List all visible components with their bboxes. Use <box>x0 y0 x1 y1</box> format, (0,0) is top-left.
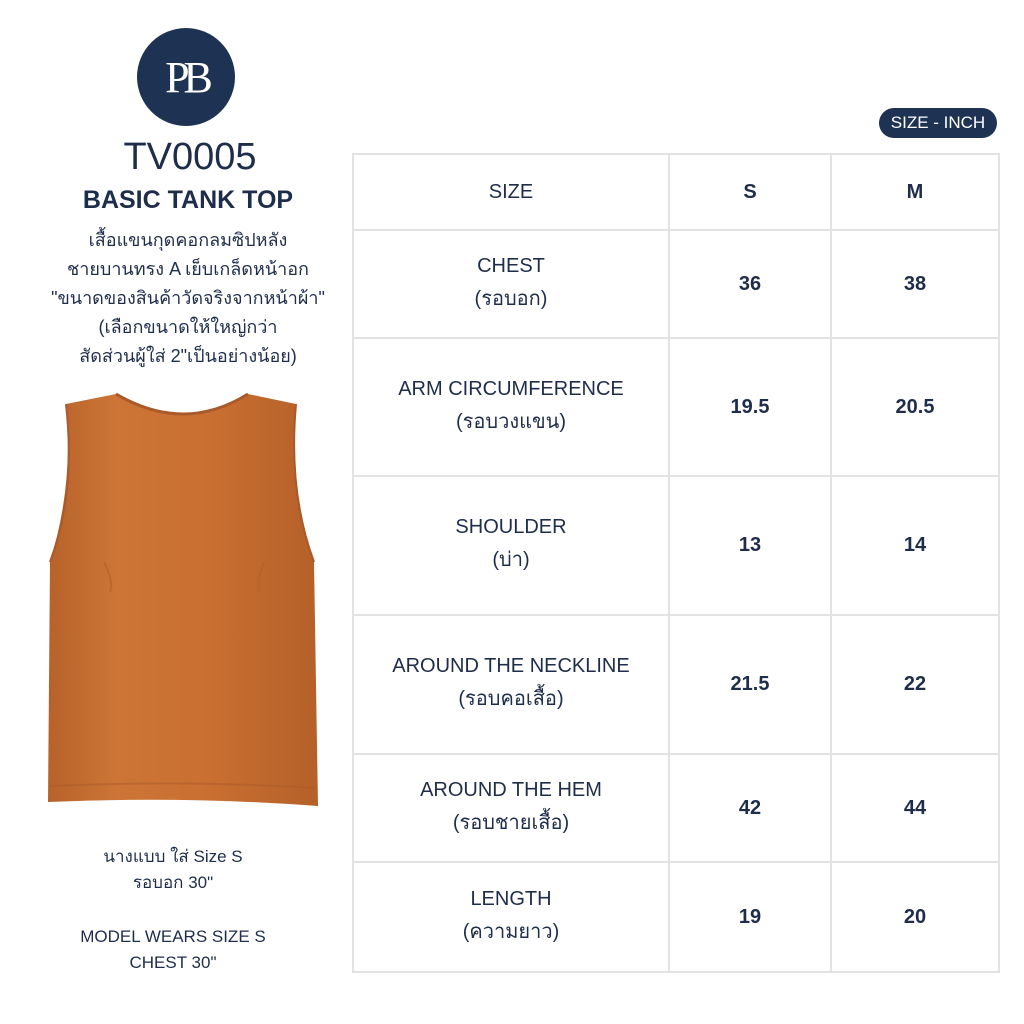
row-label-th: (รอบอก) <box>474 287 548 310</box>
table-header-row <box>353 154 999 230</box>
row-label <box>353 862 669 972</box>
product-description <box>0 226 376 371</box>
product-code: TV0005 <box>123 136 257 178</box>
table-row <box>353 338 999 476</box>
tank-top-body <box>48 394 318 806</box>
value-m: 14 <box>831 476 999 615</box>
value-s: 42 <box>669 754 831 862</box>
row-label-en: ARM CIRCUMFERENCE <box>398 377 624 400</box>
table-row <box>353 615 999 754</box>
row-label-th: (ความยาว) <box>462 920 560 943</box>
value-s: 19.5 <box>669 338 831 476</box>
header-s: S <box>669 154 831 230</box>
description-line: "ขนาดของสินค้าวัดจริงจากหน้าผ้า" <box>51 288 325 308</box>
row-label-th: (รอบคอเสื้อ) <box>458 688 564 710</box>
row-label-th: (บ่า) <box>492 549 530 571</box>
value-s: 36 <box>669 230 831 338</box>
row-label <box>353 476 669 615</box>
row-label <box>353 338 669 476</box>
row-label-en: AROUND THE NECKLINE <box>392 655 630 677</box>
model-note-en-1: MODEL WEARS SIZE S <box>80 927 266 946</box>
logo-text: PB <box>165 52 207 102</box>
value-m: 22 <box>831 615 999 754</box>
value-m: 44 <box>831 754 999 862</box>
value-m: 20 <box>831 862 999 972</box>
value-s: 13 <box>669 476 831 615</box>
description-line: สัดส่วนผู้ใส่ 2"เป็นอย่างน้อย) <box>79 346 297 366</box>
row-label-en: LENGTH <box>470 887 552 910</box>
row-label-th: (รอบวงแขน) <box>456 410 566 433</box>
value-m: 20.5 <box>831 338 999 476</box>
table-row <box>353 476 999 615</box>
brand-logo <box>137 28 235 126</box>
value-s: 19 <box>669 862 831 972</box>
value-s: 21.5 <box>669 615 831 754</box>
table-row <box>353 862 999 972</box>
row-label <box>353 754 669 862</box>
model-note-th-1: นางแบบ ใส่ Size S <box>103 847 243 866</box>
row-label <box>353 230 669 338</box>
model-note <box>0 844 346 976</box>
description-line: เสื้อแขนกุดคอกลมซิปหลัง <box>88 230 288 250</box>
table-row <box>353 754 999 862</box>
description-line: (เลือกขนาดให้ใหญ่กว่า <box>98 317 278 337</box>
model-note-en-2: CHEST 30" <box>129 953 217 972</box>
product-image <box>44 392 324 812</box>
product-name: BASIC TANK TOP <box>82 186 294 214</box>
size-unit-badge: SIZE - INCH <box>879 108 997 138</box>
header-m: M <box>831 154 999 230</box>
size-table <box>352 153 1000 973</box>
header-size: SIZE <box>353 154 669 230</box>
row-label <box>353 615 669 754</box>
description-line: ชายบานทรง A เย็บเกล็ดหน้าอก <box>67 259 309 279</box>
row-label-en: SHOULDER <box>455 516 567 538</box>
table-row <box>353 230 999 338</box>
model-note-th-2: รอบอก 30" <box>132 873 214 892</box>
row-label-en: CHEST <box>477 254 545 277</box>
row-label-en: AROUND THE HEM <box>420 778 602 801</box>
row-label-th: (รอบชายเสื้อ) <box>452 811 570 834</box>
value-m: 38 <box>831 230 999 338</box>
